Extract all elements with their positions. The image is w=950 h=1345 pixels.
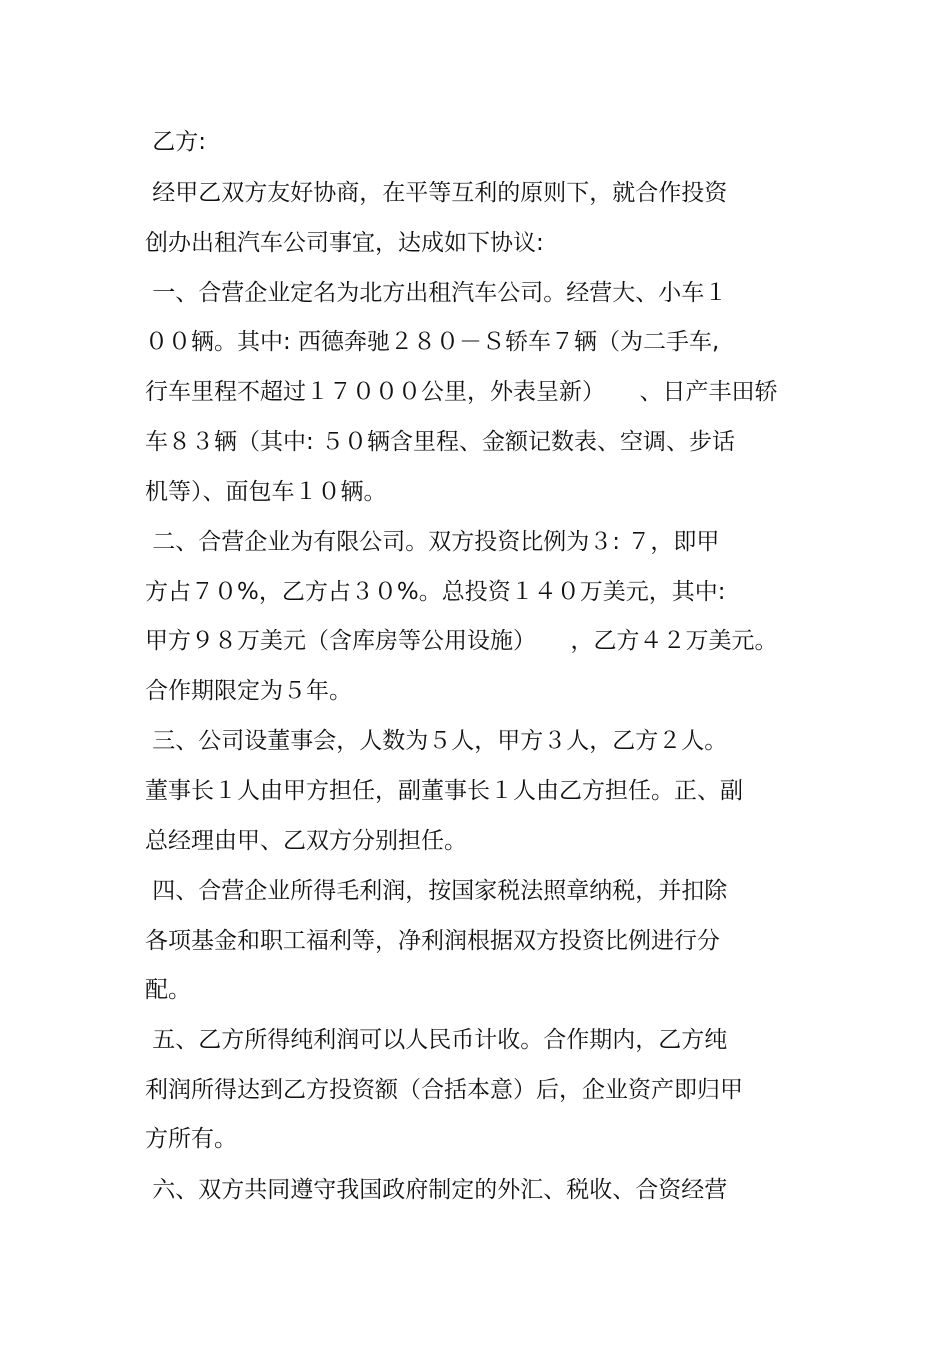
text-line: 六、双方共同遵守我国政府制定的外汇、税收、合资经营 <box>145 1177 728 1203</box>
text-line: 总经理由甲、乙双方分别担任。 <box>145 828 467 854</box>
text-line: 利润所得达到乙方投资额（合括本意）后，企业资产即归甲 <box>145 1077 743 1103</box>
text-line: 二、合营企业为有限公司。双方投资比例为３: ７，即甲 <box>145 529 720 555</box>
text-line: 方所有。 <box>145 1126 237 1152</box>
text-line: 一、合营企业定名为北方出租汽车公司。经营大、小车１ <box>145 280 728 306</box>
text-line: 车８３辆（其中: ５０辆含里程、金额记数表、空调、步话 <box>145 429 736 455</box>
text-line: 方占７０%，乙方占３０%。总投资１４０万美元，其中: <box>145 579 726 605</box>
text-line: 四、合营企业所得毛利润，按国家税法照章纳税，并扣除 <box>145 878 728 904</box>
text-line: ００辆。其中: 西德奔驰２８０－Ｓ轿车７辆（为二手车, <box>145 329 720 355</box>
text-line: 合作期限定为５年。 <box>145 678 352 704</box>
text-line: 三、公司设董事会，人数为５人，甲方３人，乙方２人。 <box>145 728 728 754</box>
text-line: 行车里程不超过１７０００公里，外表呈新） 、日产丰田轿 <box>145 379 778 405</box>
text-line: 董事长１人由甲方担任，副董事长１人由乙方担任。正、副 <box>145 778 743 804</box>
text-line: 创办出租汽车公司事宜，达成如下协议: <box>145 230 544 256</box>
text-line: 经甲乙双方友好协商，在平等互利的原则下，就合作投资 <box>145 180 728 206</box>
text-line: 五、乙方所得纯利润可以人民币计收。合作期内，乙方纯 <box>145 1027 728 1053</box>
text-line: 配。 <box>145 977 191 1003</box>
text-line: 机等）、面包车１０辆。 <box>145 479 387 505</box>
text-line: 乙方: <box>145 129 207 155</box>
text-line: 各项基金和职工福利等，净利润根据双方投资比例进行分 <box>145 928 720 954</box>
text-line: 甲方９８万美元（含库房等公用设施） ，乙方４２万美元。 <box>145 628 778 654</box>
